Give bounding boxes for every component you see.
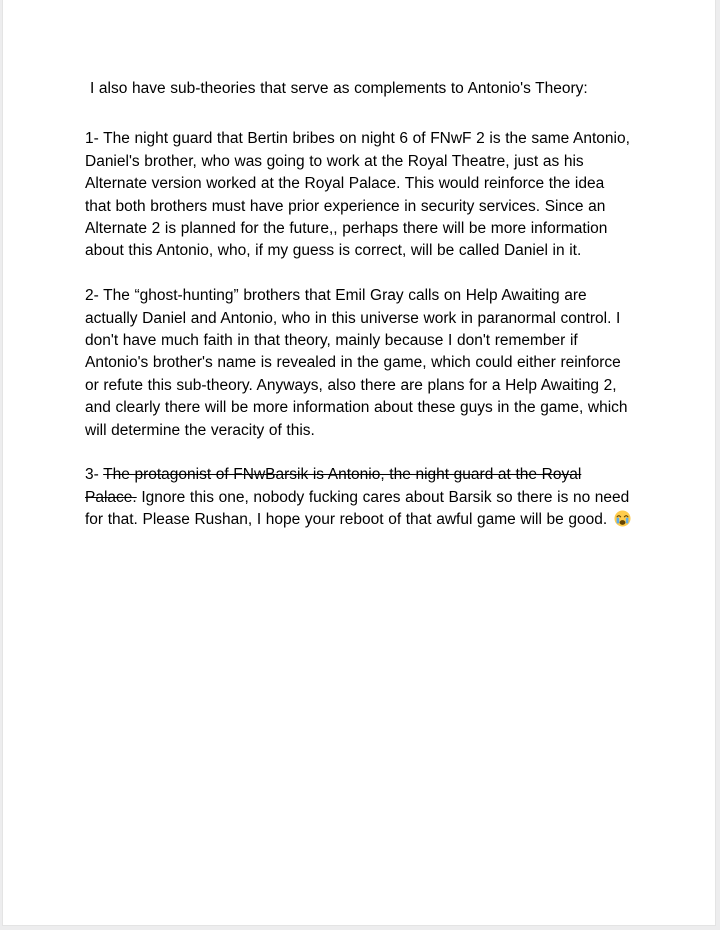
document-body xyxy=(3,0,715,532)
sub-theory-paragraph-1: 1- The night guard that Bertin bribes on night 6 of FNwF 2 is the same Antonio, Daniel's brother, who was going to work at the Royal Theatre, just as his Alternate version worked at the Royal Palace. This would reinforce the idea that both brothers must have prior experience in security services. Since an Alternate 2 is planned for the future,, perhaps there will be more information about this Antonio, who, if my guess is correct, will be called Daniel in it. xyxy=(85,130,630,260)
sub-theory-paragraph-3 xyxy=(85,464,633,531)
paragraph-3-strikethrough-text: The protagonist of FNwBarsik is Antonio, the night guard at the Royal Palace. xyxy=(85,466,582,506)
paragraph-3-text: Ignore this one, nobody fucking cares about Barsik so there is no need for that. Please Rushan, I hope your reboot of that awful game will be good. xyxy=(85,488,630,529)
sub-theory-paragraph-2: 2- The “ghost-hunting” brothers that Emil Gray calls on Help Awaiting are actually Daniel and Antonio, who in this universe work in paranormal control. I don't have much faith in that theory, mainly because I don't remember if Antonio's brother's name is revealed in the game, which could either reinforce or refute this sub-theory. Anyways, also there are plans for a Help Awaiting 2, and clearly there will be more information about these guys in the game, which will determine the veracity of this. xyxy=(85,287,628,439)
intro-paragraph: I also have sub-theories that serve as complements to Antonio's Theory: xyxy=(90,80,588,97)
paragraph-3-number: 3- xyxy=(85,466,104,484)
loudly-crying-face-emoji xyxy=(614,510,631,527)
document-page xyxy=(2,0,716,926)
